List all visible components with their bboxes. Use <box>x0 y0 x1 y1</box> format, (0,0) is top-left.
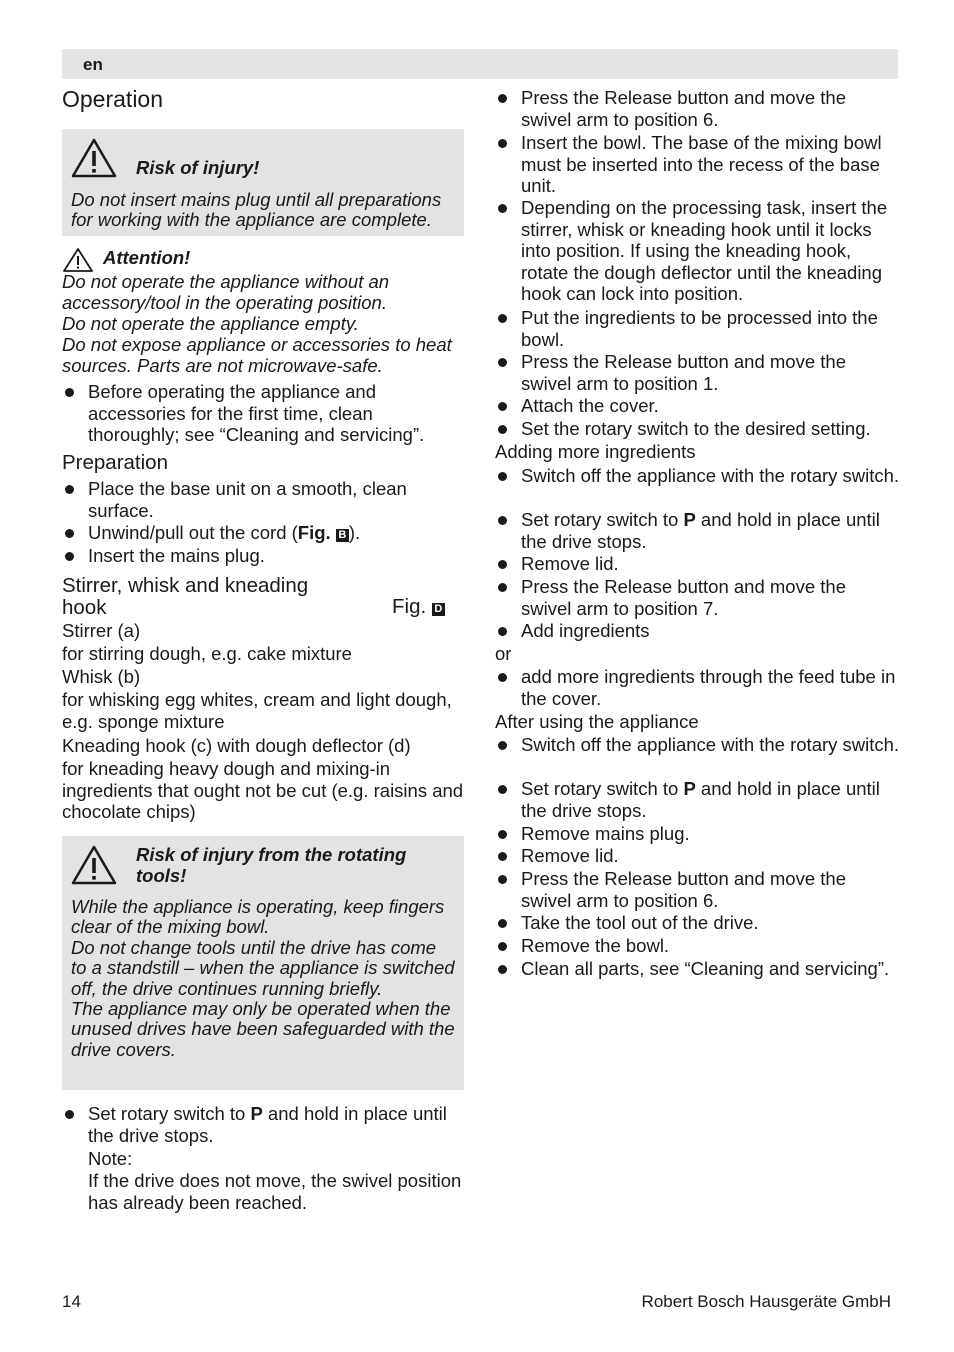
cord-text: Unwind/pull out the cord ( <box>88 522 298 543</box>
note-text: If the drive does not move, the swivel position has already been reached. <box>88 1170 462 1213</box>
warning-triangle-icon <box>70 137 118 179</box>
list-item <box>62 1103 464 1146</box>
whisk-text: for whisking egg whites, cream and light dough, e.g. sponge mixture <box>62 689 452 732</box>
tools-heading-line: hook <box>62 595 107 619</box>
after-heading: After using the appliance <box>495 711 699 732</box>
list-item <box>62 522 464 544</box>
list-item: Remove lid. <box>495 553 900 575</box>
stirrer-text: for stirring dough, e.g. cake mixture <box>62 643 352 664</box>
attention-body <box>62 271 464 376</box>
list-item: Depending on the processing task, insert the stirrer, whisk or kneading hook until it locks into position. If using the kneading hook, rotate the dough deflector until the kneading hook can lock into position. <box>495 197 900 305</box>
preparation-heading: Preparation <box>62 451 168 474</box>
list-item: Remove the bowl. <box>495 935 900 957</box>
list-item: Switch off the appliance with the rotary switch. <box>495 465 900 487</box>
rotary-text: and hold in place until the drive stops. <box>88 1103 447 1146</box>
tools-heading <box>62 575 308 618</box>
list-item: Take the tool out of the drive. <box>495 912 900 934</box>
warning-box-injury <box>62 129 464 236</box>
fig-label: Fig. <box>392 595 427 618</box>
page-number: 14 <box>62 1292 81 1311</box>
adding-heading: Adding more ingredients <box>495 441 696 462</box>
section-title: Operation <box>62 86 164 112</box>
rotary-p: P <box>683 509 696 530</box>
list-item: Place the base unit on a smooth, clean surface. <box>62 478 464 521</box>
rotary-text: Set rotary switch to <box>521 778 684 799</box>
rotary-text: Set rotary switch to <box>88 1103 251 1124</box>
list-item: add more ingredients through the feed tube in the cover. <box>495 666 900 709</box>
warning-paragraph: The appliance may only be operated when the unused drives have been safeguarded with the drive covers. <box>71 998 455 1060</box>
rotary-p: P <box>683 778 696 799</box>
list-item: Put the ingredients to be processed into the bowl. <box>495 307 900 350</box>
fig-label: Fig. <box>297 522 331 543</box>
list-item: Insert the bowl. The base of the mixing bowl must be inserted into the recess of the base unit. <box>495 132 900 197</box>
list-item: Press the Release button and move the swivel arm to position 7. <box>495 576 900 619</box>
list-item <box>495 778 900 821</box>
list-item: Add ingredients <box>495 620 900 642</box>
attention-line: Do not operate the appliance without an accessory/tool in the operating position. <box>62 271 390 313</box>
rotary-p: P <box>250 1103 263 1124</box>
list-item: Switch off the appliance with the rotary switch. <box>495 734 900 756</box>
hook-text: for kneading heavy dough and mixing-in ingredients that ought not be cut (e.g. raisins and chocolate chips) <box>62 758 464 823</box>
fig-d-icon: D <box>432 603 445 616</box>
whisk-heading: Whisk (b) <box>62 666 141 687</box>
warning-triangle-icon <box>70 844 118 886</box>
cord-close: ). <box>348 522 361 543</box>
warning-paragraph: While the appliance is operating, keep fingers clear of the mixing bowl. <box>71 896 445 938</box>
warning-paragraph: Do not change tools until the drive has come to a standstill – when the appliance is switched off, the drive continues running briefly. <box>71 936 455 999</box>
attention-line: Do not operate the appliance empty. <box>62 313 359 334</box>
list-item: Remove lid. <box>495 845 900 867</box>
warning-box-rotating <box>62 836 464 1090</box>
footer-company: Robert Bosch Hausgeräte GmbH <box>641 1292 891 1311</box>
or-text: or <box>495 643 512 664</box>
rotary-text: and hold in place until the drive stops. <box>521 778 880 821</box>
list-item: Set the rotary switch to the desired setting. <box>495 418 900 440</box>
attention-line: Do not expose appliance or accessories to heat sources. Parts are not microwave-safe. <box>62 334 452 376</box>
list-item: Press the Release button and move the swivel arm to position 6. <box>495 87 900 130</box>
stirrer-heading: Stirrer (a) <box>62 620 141 641</box>
rotary-text: and hold in place until the drive stops. <box>521 509 880 552</box>
warning-body <box>71 897 456 1060</box>
attention-title: Attention! <box>103 247 191 268</box>
attention-triangle-icon <box>62 247 94 273</box>
tools-fig-ref <box>392 596 445 618</box>
list-item: Press the Release button and move the swivel arm to position 6. <box>495 868 900 911</box>
tools-heading-line: Stirrer, whisk and kneading <box>62 574 309 597</box>
list-item: Clean all parts, see “Cleaning and servicing”. <box>495 958 900 980</box>
fig-b-icon: B <box>336 529 349 542</box>
note-heading: Note: <box>88 1148 133 1169</box>
list-item: Attach the cover. <box>495 395 900 417</box>
warning-title: Risk of injury from the rotating tools! <box>136 844 407 886</box>
list-item: Press the Release button and move the swivel arm to position 1. <box>495 351 900 394</box>
rotary-text: Set rotary switch to <box>521 509 684 530</box>
language-code: en <box>83 55 103 74</box>
list-item <box>495 509 900 552</box>
hook-heading: Kneading hook (c) with dough deflector (d) <box>62 735 411 756</box>
warning-body: Do not insert mains plug until all preparations for working with the appliance are complete. <box>71 189 442 231</box>
list-item: Insert the mains plug. <box>62 545 464 567</box>
warning-title: Risk of injury! <box>136 157 260 178</box>
language-bar <box>62 49 898 79</box>
list-item: Remove mains plug. <box>495 823 900 845</box>
list-item: Before operating the appliance and accessories for the first time, clean thoroughly; see “Cleaning and servicing”. <box>62 381 464 446</box>
